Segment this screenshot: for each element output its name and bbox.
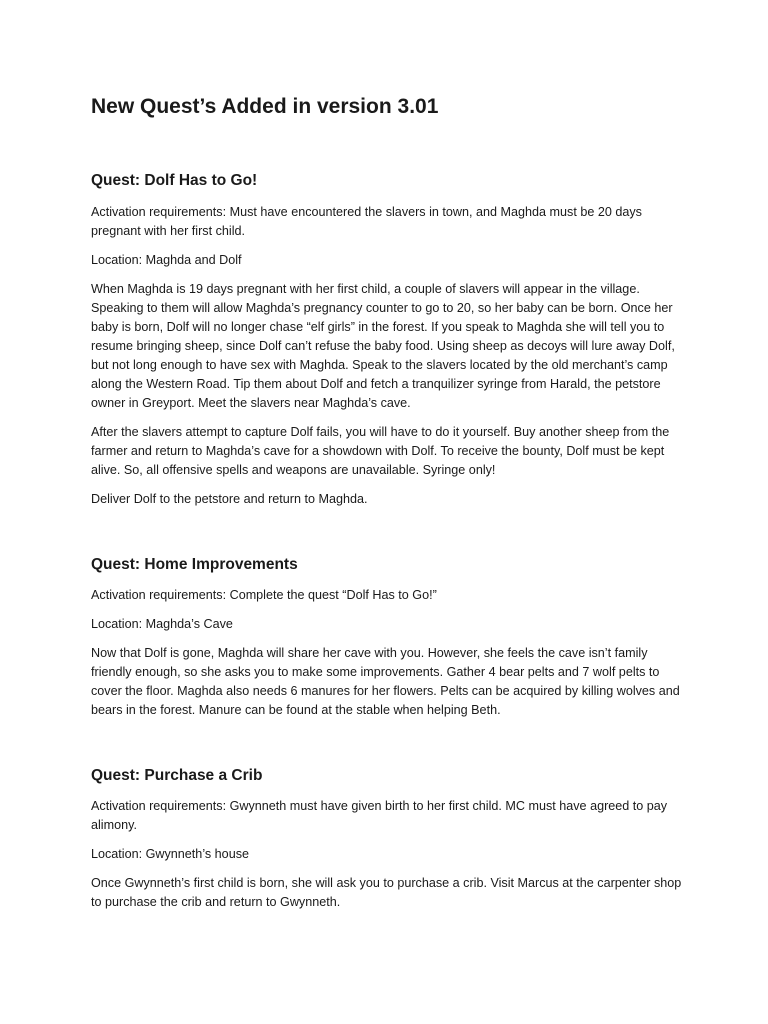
quest-description: Once Gwynneth’s first child is born, she will ask you to purchase a crib. Visit Marcus at the carpenter shop to purchase the crib and return to Gwynneth. <box>91 876 682 910</box>
quest-location: Location: Gwynneth’s house <box>91 847 249 862</box>
quest-location: Location: Maghda’s Cave <box>91 616 233 631</box>
activation-requirements: Activation requirements: Complete the quest “Dolf Has to Go!” <box>91 587 437 602</box>
activation-requirements: Activation requirements: Must have encountered the slavers in town, and Maghda must be 20 days pregnant with her first child. <box>91 204 642 238</box>
document-title: New Quest’s Added in version 3.01 <box>91 95 439 118</box>
quest-description: After the slavers attempt to capture Dolf fails, you will have to do it yourself. Buy another sheep from the farmer and return to Maghda’s cave for a showdown with Dolf. To receive the bounty, Dolf must be kept alive. So, all offensive spells and weapons are unavailable. Syringe only! <box>91 424 670 477</box>
quest-heading: Quest: Purchase a Crib <box>91 766 263 784</box>
quest-section-purchase-crib <box>91 766 688 912</box>
quest-heading: Quest: Dolf Has to Go! <box>91 172 258 190</box>
quest-description: Deliver Dolf to the petstore and return to Maghda. <box>91 491 368 506</box>
quest-section-dolf <box>91 171 688 508</box>
quest-section-home-improvements <box>91 555 688 720</box>
quest-description: When Maghda is 19 days pregnant with her first child, a couple of slavers will appear in the village. Speaking to them will allow Maghda’s pregnancy counter to go to 20, so her baby can be born. Once her baby is born, Dolf will no longer chase “elf girls” in the forest. If you speak to Maghda she will tell you to resume bringing sheep, since Dolf can’t refuse the baby food. Using sheep as decoys will lure away Dolf, but not long enough to have sex with Maghda. Speak to the slavers located by the old merchant’s camp along the Western Road. Tip them about Dolf and fetch a tranquilizer syringe from Harald, the petstore owner in Greyport. Meet the slavers near Maghda’s cave. <box>91 281 675 410</box>
quest-heading: Quest: Home Improvements <box>91 555 298 573</box>
quest-location: Location: Maghda and Dolf <box>91 252 242 267</box>
activation-requirements: Activation requirements: Gwynneth must have given birth to her first child. MC must have agreed to pay alimony. <box>91 799 668 833</box>
quest-description: Now that Dolf is gone, Maghda will share her cave with you. However, she feels the cave isn’t family friendly enough, so she asks you to make some improvements. Gather 4 bear pelts and 7 wolf pelts to cover the floor. Maghda also needs 6 manures for her flowers. Pelts can be acquired by killing wolves and bears in the forest. Manure can be found at the stable when helping Beth. <box>91 645 680 717</box>
